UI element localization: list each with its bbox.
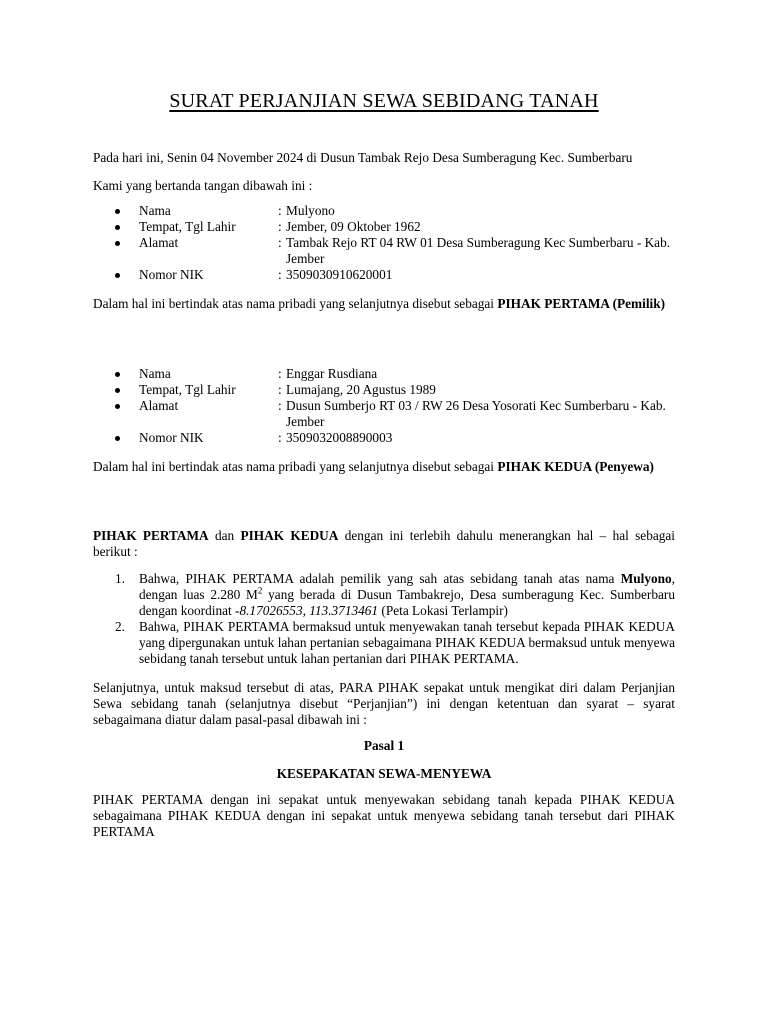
recital-item-1 [93,571,675,619]
field-separator: : [278,382,282,397]
statement-text: Dalam hal ini bertindak atas nama pribadi yang selanjutnya disebut sebagai [93,296,494,311]
field-value: Mulyono [286,203,335,218]
party-two-identity-list [93,366,675,446]
recital-text: , dengan luas 2.280 M [139,571,675,602]
field-separator: : [278,267,282,282]
recitals-list [93,571,675,667]
recital-item-2 [93,619,675,667]
party-one-birth-row [93,219,675,235]
field-label: Alamat [139,235,179,250]
field-label: Nama [139,366,171,381]
party-two-statement [93,459,675,475]
opening-line: Pada hari ini, Senin 04 November 2024 di Dusun Tambak Rejo Desa Sumberagung Kec. Sumberbaru [93,150,633,165]
article-heading: KESEPAKATAN SEWA-MENYEWA [276,766,492,781]
field-label: Nama [139,203,171,218]
coordinates: -8.17026553, 113.3713461 [235,603,379,618]
party-one-name-row [93,203,675,219]
party-two-ref: PIHAK KEDUA [240,528,339,543]
party-two-name-row [93,366,675,382]
recital-text: Bahwa, PIHAK PERTAMA adalah pemilik yang sah atas sebidang tanah atas nama [139,571,615,586]
field-label: Alamat [139,398,179,413]
field-value: Tambak Rejo RT 04 RW 01 Desa Sumberagung Kec Sumberbaru - Kab. Jember [286,235,671,266]
document-title: SURAT PERJANJIAN SEWA SEBIDANG TANAH [169,90,599,112]
statement-text: Dalam hal ini bertindak atas nama pribadi yang selanjutnya disebut sebagai [93,459,494,474]
parties-statement [93,528,675,560]
party-one-identity-list [93,203,675,283]
field-separator: : [278,366,282,381]
field-separator: : [278,430,282,445]
party-one-nik-row [93,267,675,283]
field-value: Enggar Rusdiana [286,366,378,381]
field-label: Tempat, Tgl Lahir [139,382,236,397]
field-label: Nomor NIK [139,430,204,445]
field-label: Nomor NIK [139,267,204,282]
field-separator: : [278,398,282,413]
field-value: Lumajang, 20 Agustus 1989 [286,382,436,397]
field-value: Jember, 09 Oktober 1962 [286,219,421,234]
intro-line: Kami yang bertanda tangan dibawah ini : [93,178,313,193]
recital-number: 1. [115,571,125,586]
field-separator: : [278,235,282,250]
party-one-statement [93,296,675,312]
field-value: 3509032008890003 [286,430,393,445]
party-two-address-row [93,398,675,430]
article-number: Pasal 1 [363,738,405,753]
party-two-nik-row [93,430,675,446]
party-two-birth-row [93,382,675,398]
recital-number: 2. [115,619,125,634]
article-body: PIHAK PERTAMA dengan ini sepakat untuk menyewakan sebidang tanah kepada PIHAK KEDUA sebagaimana PIHAK KEDUA dengan ini sepakat untuk menyewa sebidang tanah tersebut dari PIHAK PERTAMA [93,792,675,839]
statement-rest: dengan ini terlebih dahulu menerangkan hal – hal sebagai berikut : [93,528,676,559]
party-one-ref: PIHAK PERTAMA [93,528,209,543]
recital-text: yang berada di Dusun Tambakrejo, Desa sumberagung Kec. Sumberbaru dengan koordinat [139,587,675,618]
area-superscript: 2 [257,585,263,596]
party-one-role: PIHAK PERTAMA (Pemilik) [497,296,666,311]
field-separator: : [278,219,282,234]
field-label: Tempat, Tgl Lahir [139,219,236,234]
field-value: 3509030910620001 [286,267,393,282]
joiner-text: dan [214,528,235,543]
field-separator: : [278,203,282,218]
field-value: Dusun Sumberjo RT 03 / RW 26 Desa Yosorati Kec Sumberbaru - Kab. Jember [286,398,666,429]
recital-text: (Peta Lokasi Terlampir) [378,603,508,618]
recital-text: Bahwa, PIHAK PERTAMA bermaksud untuk menyewakan tanah tersebut kepada PIHAK KEDUA yang dipergunakan untuk lahan pertanian sebagaimana PIHAK KEDUA bermaksud untuk menyewa sebidang tanah tersebut untuk lahan pertanian dari PIHAK PERTAMA. [139,619,675,666]
owner-name: Mulyono [620,571,672,586]
agreement-paragraph: Selanjutnya, untuk maksud tersebut di atas, PARA PIHAK sepakat untuk mengikat diri dalam Perjanjian Sewa sebidang tanah (selanjutnya disebut “Perjanjian”) ini dengan ketentuan dan syarat – syarat sebagaimana diatur dalam pasal-pasal dibawah ini : [93,680,675,727]
party-two-role: PIHAK KEDUA (Penyewa) [497,459,654,474]
party-one-address-row [93,235,675,267]
